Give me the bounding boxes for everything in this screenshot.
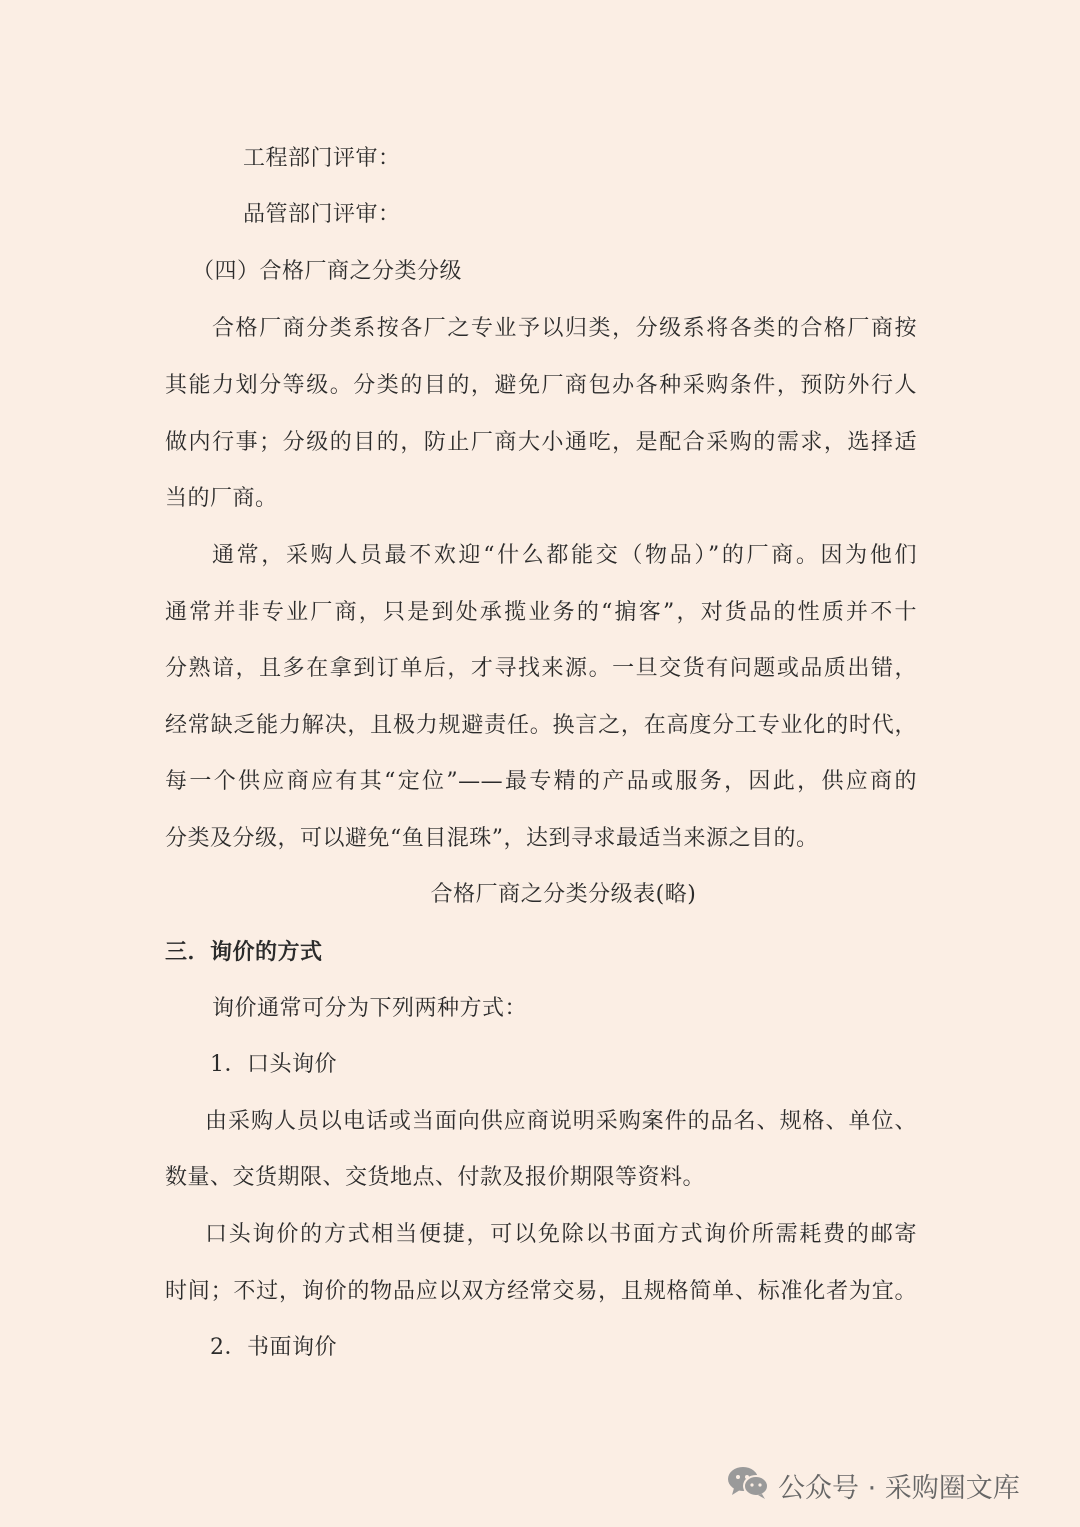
para2-line: 经常缺乏能力解决，且极力规避责任。换言之，在高度分工专业化的时代， — [165, 713, 917, 738]
para1-line: 合格厂商分类系按各厂之专业予以归类，分级系将各类的合格厂商按 — [212, 316, 917, 341]
item1-para1-line: 数量、交货期限、交货地点、付款及报价期限等资料。 — [165, 1165, 706, 1190]
section-3-heading: 三．询价的方式 — [165, 939, 323, 965]
wechat-icon — [726, 1464, 778, 1507]
item1-para2-line: 时间；不过，询价的物品应以双方经常交易，且规格简单、标准化者为宜。 — [165, 1279, 917, 1304]
para1-line: 当的厂商。 — [165, 486, 278, 511]
review-quality: 品管部门评审： — [243, 202, 401, 227]
para2-line: 每一个供应商应有其“定位”——最专精的产品或服务，因此，供应商的 — [165, 769, 917, 794]
item2-heading: 2．书面询价 — [210, 1335, 337, 1360]
para2-line: 分类及分级，可以避免“鱼目混珠”，达到寻求最适当来源之目的。 — [165, 826, 819, 851]
item1-para1-line: 由采购人员以电话或当面向供应商说明采购案件的品名、规格、单位、 — [205, 1109, 917, 1134]
para1-line: 其能力划分等级。分类的目的，避免厂商包办各种采购条件，预防外行人 — [165, 373, 917, 398]
review-engineering: 工程部门评审： — [243, 146, 401, 171]
watermark-text: 公众号 · 采购圈文库 — [778, 1472, 1020, 1504]
section-4-heading: （四）合格厂商之分类分级 — [192, 259, 463, 284]
item1-heading: 1．口头询价 — [210, 1052, 337, 1077]
para2-line: 分熟谙，且多在拿到订单后，才寻找来源。一旦交货有问题或品质出错， — [165, 656, 917, 681]
table-caption: 合格厂商之分类分级表(略) — [430, 882, 697, 907]
intro-text: 询价通常可分为下列两种方式： — [212, 996, 528, 1021]
para2-line: 通常，采购人员最不欢迎“什么都能交（物品）”的厂商。因为他们 — [212, 543, 917, 568]
watermark — [726, 1463, 1020, 1507]
para2-line: 通常并非专业厂商，只是到处承揽业务的“掮客”，对货品的性质并不十 — [165, 600, 917, 625]
item1-para2-line: 口头询价的方式相当便捷，可以免除以书面方式询价所需耗费的邮寄 — [205, 1222, 917, 1247]
para1-line: 做内行事；分级的目的，防止厂商大小通吃，是配合采购的需求，选择适 — [165, 430, 917, 455]
